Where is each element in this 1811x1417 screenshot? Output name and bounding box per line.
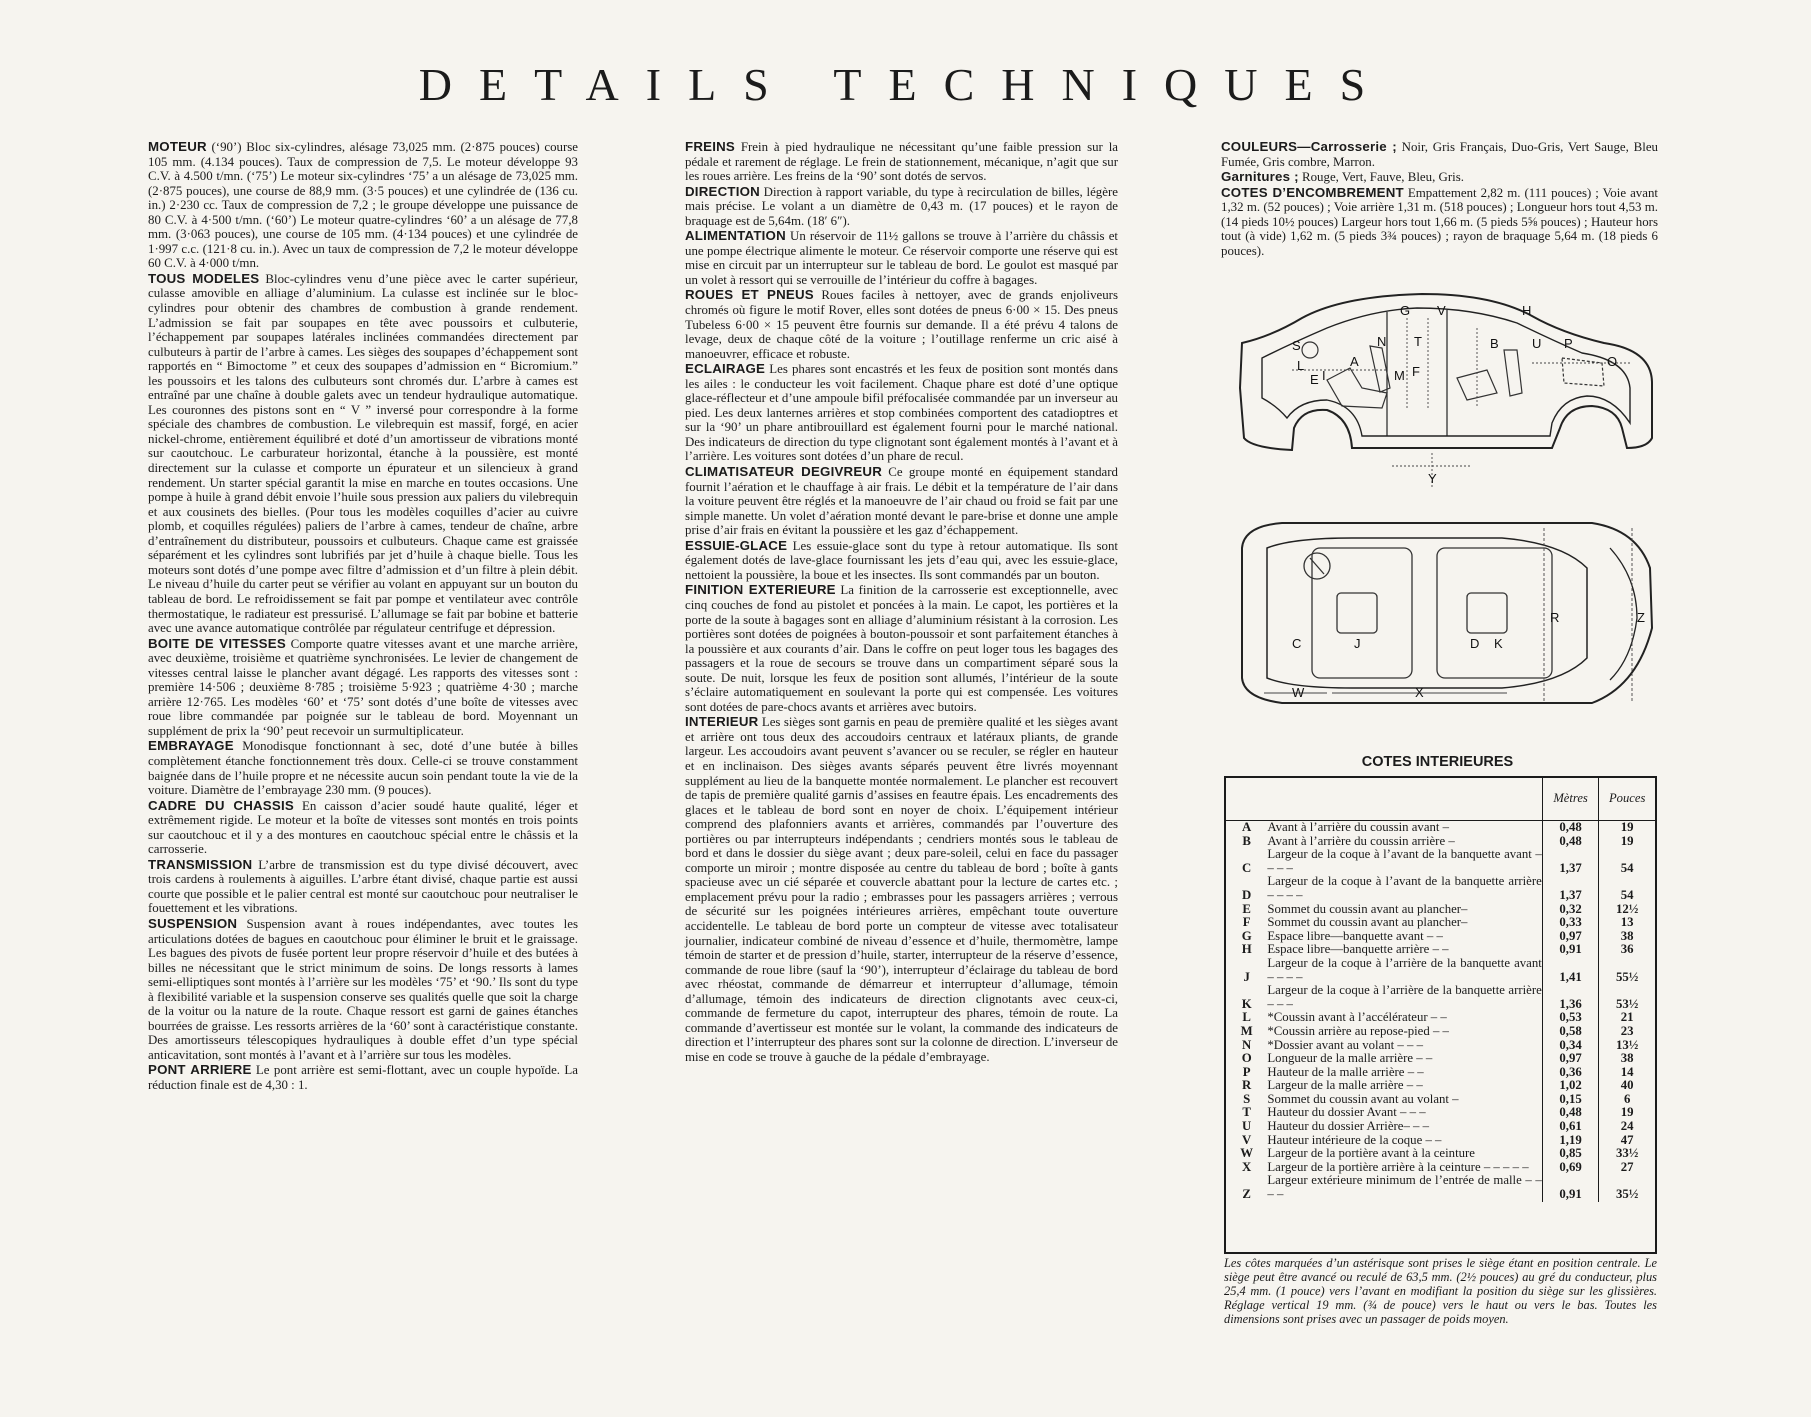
row-letter: T	[1242, 1105, 1251, 1120]
diagram-label-l: L	[1297, 358, 1305, 373]
row-pouces: 19	[1599, 821, 1655, 835]
row-description: Longueur de la malle arrière – –	[1267, 1051, 1433, 1066]
table-row	[1226, 930, 1655, 944]
spec-heading: TRANSMISSION	[148, 856, 253, 872]
spec-heading: EMBRAYAGE	[148, 738, 234, 754]
spec-paragraph	[685, 465, 1118, 538]
row-description: *Coussin arrière au repose-pied – –	[1267, 1023, 1449, 1038]
spec-heading: BOITE DE VITESSES	[148, 635, 286, 651]
row-description: Largeur de la portière arrière à la ceinture – – – – –	[1267, 1159, 1529, 1174]
spec-paragraph	[148, 917, 578, 1062]
page-title: DETAILS TECHNIQUES	[418, 59, 1393, 110]
row-description: *Coussin avant à l’accélérateur – –	[1267, 1010, 1447, 1025]
row-letter: A	[1242, 820, 1252, 834]
diagram-label-m: M	[1394, 368, 1405, 383]
table-row	[1226, 1025, 1655, 1039]
row-metres: 0,48	[1542, 1106, 1599, 1120]
row-description: *Dossier avant au volant – – –	[1267, 1037, 1424, 1052]
spec-heading: MOTEUR	[148, 139, 207, 154]
row-metres: 1,41	[1542, 957, 1599, 984]
header-desc-spacer	[1267, 778, 1542, 821]
spec-paragraph	[685, 583, 1118, 714]
table-row	[1226, 1079, 1655, 1093]
row-metres: 1,36	[1542, 984, 1599, 1011]
table-row	[1226, 943, 1655, 957]
row-metres: 0,91	[1542, 943, 1599, 957]
spec-paragraph	[685, 140, 1118, 184]
diagram-label-d: D	[1470, 636, 1480, 651]
row-metres: 0,53	[1542, 1011, 1599, 1025]
diagram-label-s: S	[1292, 338, 1301, 353]
table-row	[1226, 875, 1655, 902]
row-description: Hauteur de la malle arrière – –	[1267, 1064, 1424, 1079]
diagram-label-f: F	[1412, 364, 1420, 379]
spec-text: La finition de la carrosserie est exceptionnelle, avec cinq couches de fond au pistolet et poncées à la main. Le capot, les portières et la porte de la soute à bagages sont en alliage d’aluminium résistant à la corrosion. Les portières sont dotées de poignées à bouton-poussoir et sont parfaitement étanches à la poussière et aux courants d’air. Dans le coffre on peut loger tous les bagages des passagers et la roue de secours se trouve dans un compartiment séparé sous la soute. De nuit, lorsque les feux de position sont allumés, l’intérieur de la soute s’éclaire automatiquement en soulevant la porte qui est compensée. Les voitures sont dotées de pare-chocs avants et arrières avec butoirs.	[685, 583, 1119, 714]
spec-heading: INTERIEUR	[685, 714, 759, 730]
row-letter: D	[1242, 887, 1252, 902]
diagram-label-b: B	[1490, 336, 1499, 351]
row-description: Espace libre—banquette avant – –	[1267, 928, 1443, 943]
spec-text: Un réservoir de 11½ gallons se trouve à l’arrière du châssis et une pompe électrique alimente le moteur. Ce réservoir comporte une réserve qui est mise en circuit par un interrupteur sur le tableau de bord. Le goulot est masqué par un volet à ressort qui se verrouille de l’intérieur du coffre à bagages.	[685, 229, 1118, 287]
row-pouces: 6	[1599, 1093, 1655, 1107]
spec-text: Ce groupe monté en équipement standard fournit l’aération et le chauffage à air frais. Le débit et la température de l’air dans la voiture peuvent être réglés et la manoeuvre de l’air chaud ou froid se fait par une simple manette. Un volet d’aération monté devant le pare-brise et donne une ample prise d’air frais en évitant la poussière et les gaz d’échappement.	[685, 465, 1118, 538]
row-metres: 0,91	[1542, 1174, 1599, 1201]
row-description: Largeur de la coque à l’avant de la banquette avant – – – –	[1267, 847, 1542, 875]
row-pouces: 36	[1599, 943, 1655, 957]
spec-paragraph	[148, 1063, 578, 1092]
diagram-label-t: T	[1414, 334, 1422, 349]
row-metres: 0,69	[1542, 1161, 1599, 1175]
spec-heading: CADRE DU CHASSIS	[148, 797, 294, 813]
row-letter: R	[1242, 1078, 1252, 1093]
spec-paragraph	[148, 858, 578, 916]
row-pouces: 55½	[1599, 957, 1655, 984]
spec-paragraph	[685, 185, 1118, 229]
spec-heading: ESSUIE-GLACE	[685, 537, 788, 553]
diagram-label-j: J	[1354, 636, 1361, 651]
spec-paragraph	[1221, 170, 1658, 185]
row-description: Largeur de la coque à l’arrière de la banquette arrière – – –	[1267, 983, 1542, 1011]
row-pouces: 14	[1599, 1066, 1655, 1080]
diagram-label-i: I	[1322, 368, 1326, 383]
row-description: Sommet du coussin avant au plancher–	[1267, 915, 1468, 930]
row-metres: 1,02	[1542, 1079, 1599, 1093]
spec-text: Suspension avant à roues indépendantes, avec toutes les articulations dotées de bagues en caoutchouc pour éliminer le bruit et le graissage. Les bagues des pivots de fusée portent leur propre réservoir d’huile et des butées à billes ne nécessitant que le strict minimum de soins. De longs ressorts à lames semi-elliptiques sont montés à l’arrière sur les modèles ‘75’ et ‘90.’ Ils sont du type à flexibilité variable et la suspension conserve ses qualités quelle que soit la charge de la voitur ou la nature de la route. Chaque ressort est garni de gaines étanches bourrées de graisse. Les ressorts arrières de la ‘60’ sont à caractéristique constante. Des amortisseurs télescopiques hydrauliques à double effet d’un type spécial anticavitation, sont montés à l’avant et à l’arrière sur tous les modèles.	[148, 916, 578, 1062]
row-pouces: 24	[1599, 1120, 1655, 1134]
diagram-label-g: G	[1400, 303, 1411, 318]
spec-heading: CLIMATISATEUR DEGIVREUR	[685, 464, 883, 480]
row-letter: L	[1242, 1010, 1251, 1025]
row-letter: H	[1241, 942, 1252, 957]
diagram-label-n: N	[1377, 334, 1387, 349]
row-metres: 0,48	[1542, 821, 1599, 835]
row-metres: 1,37	[1542, 875, 1599, 902]
spec-paragraph	[685, 362, 1118, 464]
row-pouces: 27	[1599, 1161, 1655, 1175]
spec-text: Monodisque fonctionnant à sec, doté d’une butée à billes complètement étanche fonctionnement très doux. Celle-ci se trouve constamment baignée dans de l’huile propre et ne nécessite aucun soin pendant toute la vie de la voiture. Diamètre de l’embrayage 230 mm. (9 pouces).	[148, 739, 578, 798]
row-letter: W	[1240, 1146, 1254, 1161]
row-pouces: 19	[1599, 835, 1655, 849]
spec-heading: ALIMENTATION	[685, 228, 786, 244]
row-letter: J	[1243, 969, 1250, 984]
row-description: Largeur extérieure minimum de l’entrée de malle – – – –	[1267, 1173, 1542, 1202]
spec-heading: COTES D’ENCOMBREMENT	[1221, 184, 1404, 200]
spec-heading: COULEURS—Carrosserie ;	[1221, 139, 1397, 154]
spec-text: Les essuie-glace sont du type à retour automatique. Ils sont également dotés de lave-glace fournissant les jets d’eau qui, avec les essuie-glace, nettoient la poussière, la boue et les insectes. Ils sont commandés par un bouton.	[685, 538, 1118, 582]
side-view-diagram	[1232, 288, 1657, 498]
spec-text: Le pont arrière est semi-flottant, avec un couple hypoïde. La réduction finale est de 4,30 : 1.	[148, 1063, 578, 1092]
row-metres: 1,19	[1542, 1134, 1599, 1148]
row-description: Avant à l’arrière du coussin arrière –	[1267, 833, 1455, 848]
row-description: Hauteur du dossier Arrière– – –	[1267, 1119, 1430, 1134]
row-letter: P	[1242, 1064, 1251, 1079]
row-metres: 0,33	[1542, 916, 1599, 930]
column-left	[148, 140, 578, 1094]
row-description: Espace libre—banquette arrière – –	[1267, 942, 1449, 957]
spec-text: Comporte quatre vitesses avant et une marche arrière, avec deuxième, troisième et quatrième synchronisées. Le levier de changement de vitesses central laisse le plancher avant dégagé. Les rapports des vitesses sont : première 14·506 ; deuxième 8·785 ; troisième 5·923 ; quatrième 4·30 ; marche arrière 12·765. Les modèles ‘60’ et ‘75’ sont dotés d’une boîte de vitesses avec roue libre commandée par poignée sur le tableau de bord. Moyennant un supplément de prix la ‘90’ peut recevoir un surmultiplicateur.	[148, 636, 578, 738]
row-metres: 0,48	[1542, 835, 1599, 849]
spec-text: L’arbre de transmission est du type divisé découvert, avec trois cardens à roulements à aiguilles. L’arbre étant divisé, chaque partie est aussi courte que possible et le palier central est monté sur caoutchouc pour neutraliser le fouettement et les vibrations.	[148, 857, 578, 916]
row-letter: U	[1242, 1119, 1252, 1134]
spec-paragraph	[685, 715, 1118, 1064]
spec-heading: ECLAIRAGE	[685, 361, 766, 377]
spec-paragraph	[148, 799, 578, 857]
table-row	[1226, 916, 1655, 930]
diagram-label-o: O	[1607, 354, 1618, 369]
row-metres: 0,61	[1542, 1120, 1599, 1134]
table-row	[1226, 1134, 1655, 1148]
row-description: Sommet du coussin avant au plancher–	[1267, 901, 1468, 916]
spec-heading: FREINS	[685, 139, 735, 154]
diagram-label-h: H	[1522, 303, 1532, 318]
row-description: Largeur de la malle arrière – –	[1267, 1078, 1423, 1093]
spec-paragraph	[685, 288, 1118, 361]
spec-heading: DIRECTION	[685, 183, 760, 199]
row-description: Hauteur du dossier Avant – – –	[1267, 1105, 1426, 1120]
diagram-label-r: R	[1550, 610, 1560, 625]
row-letter: O	[1241, 1051, 1252, 1066]
spec-heading: Garnitures ;	[1221, 169, 1299, 185]
header-letter-spacer	[1226, 778, 1267, 821]
row-description: Sommet du coussin avant au volant –	[1267, 1091, 1459, 1106]
row-pouces: 13½	[1599, 1039, 1655, 1053]
table-row	[1226, 835, 1655, 849]
row-metres: 0,58	[1542, 1025, 1599, 1039]
row-pouces: 38	[1599, 930, 1655, 944]
row-description: Largeur de la coque à l’avant de la banquette arrière – – – –	[1267, 874, 1542, 902]
table-row	[1226, 1066, 1655, 1080]
table-row	[1226, 1093, 1655, 1107]
table-row	[1226, 1147, 1655, 1161]
row-pouces: 38	[1599, 1052, 1655, 1066]
spec-text: Roues faciles à nettoyer, avec de grands enjoliveurs chromés où figure le motif Rover, elles sont dotées de pneus 6·00 × 15. Des pneus Tubeless 6·00 × 15 peuvent être fournis sur demande. Il a été prévu 4 talons de levage, deux de chaque côté de la voiture ; l’outillage renferme un cric aisé à manoeuvrer, efficace et robuste.	[685, 288, 1118, 361]
spec-heading: TOUS MODELES	[148, 270, 260, 286]
row-letter: G	[1241, 928, 1252, 943]
row-pouces: 23	[1599, 1025, 1655, 1039]
spec-paragraph	[148, 637, 578, 739]
table-row	[1226, 1011, 1655, 1025]
diagram-label-y: Y	[1428, 471, 1437, 486]
spec-text: Les sièges sont garnis en peau de première qualité et les sièges avant et arrière ont tous deux des accoudoirs centraux et latéraux pliants, de grande largeur. Les accoudoirs avant peuvent s’avancer ou se reculer, se régler en hauteur et en inclinaison. Des sièges avants séparés peuvent être livrés moyennant supplément au lieu de la banquette montée normalement. Le plancher est recouvert de tapis de première qualité garnis d’assises en feautre épais. Les encadrements des glaces et le tableau de bord sont en noyer de choix. L’équipement intérieur comprend des plafonniers avants et arrières, commandés par l’ouverture des portières ou par interrupteurs indépendants ; cendriers montés sous le tableau de bord et dans le dossier du siège avant ; deux pare-soleil, celui en face du passager comporte un miroir ; montre disposée au centre du tableau de bord ; boîte à gants spacieuse avec un cié séparée et couvercle abattant pour la lecture de cartes etc. ; emplacement prévu pour la radio ; embrasses pour les passagers arrières ; verrous de sécurité sur les poignées intérieures arrières, empêchant toute ouverture accidentelle. Le tableau de bord porte un compteur de vitesse avec totalisateur journalier, indicateur combiné de niveau d’essence et d’huile, thermomètre, lampe témoin de starter et de pression d’huile, starter, interrupteur de la réserve d’essence, commande de roue libre (sauf la ‘90’), interrupteur d’éclairage du tableau de bord avec rhéostat, commande de démarreur et interrupteur d’allumage, témoin d’allumage, témoin des indicateurs de direction clignotants avec ceux-ci, commande de fermeture du capot, interrupteur des phares, témoin de route. La commande d’avertisseur est montée sur le volant, la commande des indicateurs de direction et l’interrupteur des phares sont sur la colonne de direction. L’inverseur de mise en code se trouve à gauche de la pédale d’embrayage.	[685, 715, 1119, 1064]
row-pouces: 12½	[1599, 903, 1655, 917]
row-description: Largeur de la coque à l’arrière de la banquette avant – – – –	[1267, 955, 1542, 984]
diagram-label-z: Z	[1637, 610, 1645, 625]
row-pouces: 53½	[1599, 984, 1655, 1011]
dimensions-table	[1224, 776, 1657, 1254]
row-metres: 0,97	[1542, 930, 1599, 944]
spec-text: Noir, Gris Français, Duo-Gris, Vert Sauge, Bleu Fumée, Gris combre, Marron.	[1221, 140, 1658, 169]
header-pouces: Pouces	[1599, 778, 1655, 821]
table-row	[1226, 848, 1655, 875]
spec-paragraph	[1221, 140, 1658, 169]
spec-text: Les phares sont encastrés et les feux de position sont montés dans les ailes : le conducteur les voit facilement. Chaque phare est doté d’une optique glace-réflecteur et d’une ampoule bifil préfocalisée commandée par un inverseur au pied. Les deux lanternes arrières et stop combinées comportent des catadioptres et sur la ‘90’ un phare antibrouillard est également fourni pour le marché national. Des indicateurs de direction du type clignotant sont également montés à l’avant et à l’arrière. Les voitures sont dotées d’un phare de recul.	[685, 362, 1118, 464]
spec-heading: ROUES ET PNEUS	[685, 287, 814, 303]
spec-text: Direction à rapport variable, du type à recirculation de billes, légère mais précise. Le volant a un diamètre de 0,43 m. (17 pouces) et le rayon de braquage est de 5,64m. (18′ 6″).	[685, 184, 1118, 228]
row-letter: M	[1240, 1023, 1253, 1038]
table-footnote: Les côtes marquées d’un astérisque sont prises le siège étant en position centrale. Le siège peut être avancé ou reculé de 63,5 mm. (2½ pouces) au gré du conducteur, plus 25,4 mm. (1 pouce) vers l’avant en modifiant la position du siège sur les glissières. Réglage vertical 19 mm. (¾ de pouce) vers le haut ou vers le bas. Toutes les dimensions sont prises avec un passager de poids moyen.	[1224, 1256, 1657, 1326]
spec-paragraph	[148, 140, 578, 271]
column-middle	[685, 140, 1118, 1065]
row-metres: 0,34	[1542, 1039, 1599, 1053]
row-letter: X	[1242, 1159, 1252, 1174]
row-metres: 0,85	[1542, 1147, 1599, 1161]
row-letter: E	[1242, 901, 1251, 916]
spec-text: Empattement 2,82 m. (111 pouces) ; Voie avant 1,32 m. (52 pouces) ; Voie arrière 1,31 m. (518 pouces) ; Longueur hors tout 4,53 m. (14 pieds 10½ pouces) Largeur hors tout 1,66 m. (5 pieds 5⅝ pouces) ; Hauteur hors tout (à vide) 1,62 m. (5 pieds 3¾ pouces) ; rayon de braquage 5,64 m. (18 pieds 6 pouces).	[1221, 185, 1658, 258]
row-letter: K	[1241, 996, 1252, 1011]
diagram-label-u: U	[1532, 336, 1542, 351]
spec-text: Bloc-cylindres venu d’une pièce avec le carter supérieur, culasse amovible en alliage d’aluminium. La culasse est inclinée sur le bloc-cylindres pour obtenir des chambres de combustion à grande rendement. L’admission se fait par soupapes en tête avec poussoirs et culbuterie, l’échappement par soupapes latérales inclinées commandées directement par culbuteurs à partir de l’arbre à cames. Les sièges des soupapes d’échappement sont rapportés en “ Bimoctome ” et ceux des soupapes d’admission en “ Bicromium.” les poussoirs et les talons des culbuteurs sont chromés dur. L’arbre à cames est entraîné par une chaîne à double galets avec un tendeur hydraulique automatique. Les couronnes des pistons sont en “ V ” inversé pour correspondre à la forme spéciale des chambres de combustion. Le vilebrequin est massif, forgé, en acier nickel-chrome, entièrement équilibré et doté d’un amortisseur de vibrations monté sur caoutchouc. Le carburateur horizontal, étanche à la poussière, est monté directement sur la culasse et comporte un épurateur et un silencieux à grand rendement. Un starter spécial garantit la mise en marche en toutes occasions. Une pompe à huile à grand débit envoie l’huile sous pression aux paliers du vilebrequin et aux cousinets des bielles. (Pour tous les modèles coquilles d’acier au cuivre plomb, et coquilles régulées) paliers de l’arbre à cames, tendeur de chaîne, arbre d’entraînement du distributeur, poussoirs et culbuteurs. Chaque came est graissée séparément et les cylindres sont lubrifiés par jet d’huile à chaque bielle. Tous les moteurs sont dotés d’une pompe avec filtre d’admission et d’un filtre à plein débit. Le niveau d’huile du carter peut se vérifier au volant en appuyant sur un bouton du tableau de bord. Le refroidissement se fait par pompe et ventilateur avec contrôle thermostatique, le radiateur est pressurisé. L’allumage se fait par bobine et batterie avec une avance automatique contrôlée par régulateur centrifuge et dépression.	[148, 271, 578, 636]
diagram-label-a: A	[1350, 354, 1359, 369]
row-pouces: 54	[1599, 848, 1655, 875]
row-description: Hauteur intérieure de la coque – –	[1267, 1132, 1442, 1147]
row-metres: 0,15	[1542, 1093, 1599, 1107]
spec-text: En caisson d’acier soudé haute qualité, léger et extrêmement rigide. Le moteur et la boîte de vitesses sont montés en trois points sur caoutchouc et il y a des montures en caoutchouc spécial entre le châssis et la carrosserie.	[148, 798, 579, 857]
row-metres: 0,32	[1542, 903, 1599, 917]
spec-text: Frein à pied hydraulique ne nécessitant qu’une faible pression sur la pédale et rarement de réglage. Le frein de stationnement, mécanique, n’agit que sur les roues arrière. Les freins de la ‘90’ sont dotés de servos.	[685, 140, 1118, 184]
row-letter: Z	[1242, 1187, 1251, 1202]
table-row	[1226, 1120, 1655, 1134]
row-pouces: 33½	[1599, 1147, 1655, 1161]
spec-text: Rouge, Vert, Fauve, Bleu, Gris.	[1298, 170, 1464, 185]
diagram-label-v: V	[1437, 303, 1446, 318]
spec-paragraph	[685, 539, 1118, 583]
table-row	[1226, 957, 1655, 984]
row-pouces: 13	[1599, 916, 1655, 930]
table-title: COTES INTERIEURES	[1361, 754, 1514, 770]
row-pouces: 40	[1599, 1079, 1655, 1093]
diagram-label-e: E	[1310, 372, 1319, 387]
table-row	[1226, 903, 1655, 917]
diagram-label-c: C	[1292, 636, 1302, 651]
row-description: Avant à l’arrière du coussin avant –	[1267, 820, 1450, 834]
diagram-label-k: K	[1494, 636, 1503, 651]
table-row	[1226, 821, 1655, 835]
row-pouces: 35½	[1599, 1174, 1655, 1201]
row-letter: S	[1243, 1091, 1251, 1106]
row-pouces: 47	[1599, 1134, 1655, 1148]
row-pouces: 19	[1599, 1106, 1655, 1120]
diagram-label-p: P	[1564, 336, 1573, 351]
header-metres: Mètres	[1542, 778, 1599, 821]
table-row	[1226, 1052, 1655, 1066]
spec-heading: PONT ARRIERE	[148, 1062, 252, 1078]
column-right	[1221, 140, 1658, 259]
spec-paragraph	[1221, 186, 1658, 259]
spec-heading: SUSPENSION	[148, 915, 238, 931]
diagram-label-w: W	[1292, 685, 1305, 700]
table-row	[1226, 984, 1655, 1011]
row-metres: 0,36	[1542, 1066, 1599, 1080]
table-row	[1226, 1106, 1655, 1120]
row-letter: C	[1242, 860, 1252, 875]
diagram-label-x: X	[1415, 685, 1424, 700]
table-row	[1226, 1174, 1655, 1201]
row-metres: 1,37	[1542, 848, 1599, 875]
row-metres: 0,97	[1542, 1052, 1599, 1066]
top-view-diagram	[1232, 508, 1657, 728]
row-letter: N	[1242, 1037, 1252, 1052]
row-description: Largeur de la portière avant à la ceinture	[1267, 1146, 1475, 1161]
row-pouces: 54	[1599, 875, 1655, 902]
row-letter: F	[1242, 915, 1251, 930]
table-row	[1226, 1039, 1655, 1053]
row-letter: V	[1242, 1132, 1252, 1147]
spec-text: (‘90’) Bloc six-cylindres, alésage 73,025 mm. (2·875 pouces) course 105 mm. (4.134 pouces). Taux de compression de 7,5. Le moteur développe 93 C.V. à 4.500 t/mn. (‘75’) Le moteur six-cylindres ‘75’ a un alésage de 73,025 mm. (2·875 pouces), une course de 88,9 mm. (3·5 pouces) et une cylindrée de (136 cu. in.) 2·230 cc. Taux de compression de 7,2 ; le groupe développe une puissance de 80 C.V. à 4·500 t/mn. (‘60’) Le moteur quatre-cylindres ‘60’ a un alésage de 77,8 mm. (3·063 pouces), une course de 105 mm. (4·134 pouces) et une cylindrée de 1·997 c.c. (121·8 cu. in.). Avec un taux de compression de 7,2 le moteur développe 60 C.V. à 4·000 t/mn.	[148, 140, 578, 271]
spec-heading: FINITION EXTERIEURE	[685, 582, 836, 598]
spec-paragraph	[685, 229, 1118, 287]
row-letter: B	[1242, 833, 1251, 848]
spec-paragraph	[148, 272, 578, 636]
spec-paragraph	[148, 739, 578, 797]
row-pouces: 21	[1599, 1011, 1655, 1025]
table-row	[1226, 1161, 1655, 1175]
